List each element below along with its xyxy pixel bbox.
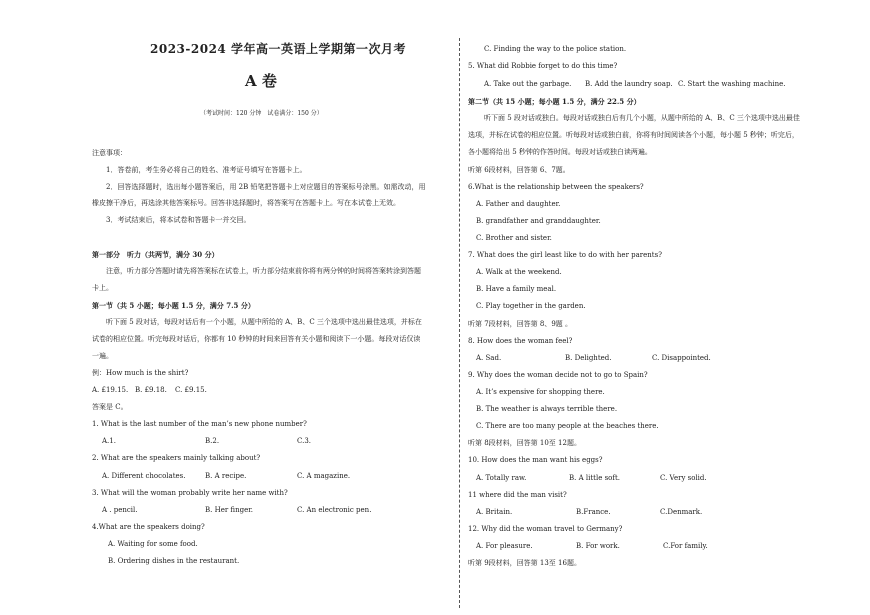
question-12-option-b: B. For work. bbox=[576, 542, 620, 550]
example-question: 例：How much is the shirt? bbox=[92, 369, 189, 377]
question-12-option-c: C.For family. bbox=[663, 542, 708, 550]
question-9-option-c: C. There are too many people at the beaches there. bbox=[476, 422, 659, 430]
question-9-option-b: B. The weather is always terrible there. bbox=[476, 405, 618, 413]
question-12-option-a: A. For pleasure. bbox=[476, 542, 533, 550]
question-7-option-b: B. Have a family meal. bbox=[476, 285, 557, 293]
question-4-stem: 4.What are the speakers doing? bbox=[92, 523, 205, 531]
part1-heading: 第一部分 听力（共两节，满分 30 分） bbox=[92, 250, 219, 259]
question-3-option-a: A . pencil. bbox=[102, 506, 138, 514]
part1-intro-line-2: 卡上。 bbox=[92, 284, 113, 292]
section1-heading: 第一节（共 5 小题；每小题 1.5 分，满分 7.5 分） bbox=[92, 301, 255, 310]
section1-intro-line-3: 一遍。 bbox=[92, 352, 113, 360]
material-9-heading: 听第 9段材料，回答第 13至 16题。 bbox=[468, 559, 581, 567]
question-8-stem: 8. How does the woman feel? bbox=[468, 337, 573, 345]
material-8-heading: 听第 8段材料，回答第 10至 12题。 bbox=[468, 439, 581, 447]
question-8-option-a: A. Sad. bbox=[476, 354, 502, 362]
question-7-stem: 7. What does the girl least like to do with her parents? bbox=[468, 251, 662, 259]
question-7-option-c: C. Play together in the garden. bbox=[476, 302, 586, 310]
question-5-option-c: C. Start the washing machine. bbox=[678, 80, 786, 88]
exam-info: （考试时间：120 分钟 试卷满分：150 分） bbox=[200, 110, 323, 117]
example-option-c: C. £9.15. bbox=[175, 386, 207, 394]
material-6-heading: 听第 6段材料，回答第 6、7题。 bbox=[468, 166, 570, 174]
question-3-option-b: B. Her finger. bbox=[205, 506, 254, 514]
question-5-option-b: B. Add the laundry soap. bbox=[585, 80, 673, 88]
note-2-line-2: 橡皮擦干净后，再选涂其他答案标号。回答非选择题时，将答案写在答题卡上。写在本试卷上无效。 bbox=[92, 199, 400, 207]
question-4-option-b: B. Ordering dishes in the restaurant. bbox=[108, 557, 240, 565]
question-8-option-b: B. Delighted. bbox=[565, 354, 612, 362]
section2-intro-line-1: 听下面 5 段对话或独白。每段对话或独白后有几个小题，从题中所给的 A、B、C 三个选项中选出最佳 bbox=[484, 114, 800, 122]
question-2-stem: 2. What are the speakers mainly talking about? bbox=[92, 454, 261, 462]
section2-intro-line-2: 选项，并标在试卷的相应位置。听每段对话或独白前，你将有时间阅读各个小题，每小题 5 秒钟；听完后， bbox=[468, 131, 799, 139]
column-divider bbox=[459, 38, 460, 608]
question-10-option-b: B. A little soft. bbox=[569, 474, 621, 482]
section1-intro-line-2: 试卷的相应位置。听完每段对话后，你都有 10 秒钟的时间来回答有关小题和阅读下一小题。每段对话仅读 bbox=[92, 335, 421, 343]
question-2-option-c: C. A magazine. bbox=[297, 472, 351, 480]
question-1-option-c: C.3. bbox=[297, 437, 312, 445]
question-9-stem: 9. Why does the woman decide not to go to Spain? bbox=[468, 371, 648, 379]
notes-heading: 注意事项： bbox=[92, 149, 127, 157]
question-11-option-b: B.France. bbox=[576, 508, 611, 516]
question-2-option-b: B. A recipe. bbox=[205, 472, 247, 480]
example-answer: 答案是 C。 bbox=[92, 403, 128, 411]
question-11-option-a: A. Britain. bbox=[476, 508, 513, 516]
example-option-a: A. £19.15. bbox=[92, 386, 129, 394]
question-12-stem: 12. Why did the woman travel to Germany? bbox=[468, 525, 623, 533]
note-1: 1．答卷前，考生务必将自己的姓名、准考证号填写在答题卡上。 bbox=[106, 166, 307, 174]
question-4-option-a: A. Waiting for some food. bbox=[108, 540, 198, 548]
material-7-heading: 听第 7段材料，回答第 8、9题 。 bbox=[468, 320, 573, 328]
question-11-stem: 11 where did the man visit? bbox=[468, 491, 567, 499]
note-3: 3．考试结束后，将本试卷和答题卡一并交回。 bbox=[106, 216, 251, 224]
section2-heading: 第二节（共 15 小题；每小题 1.5 分，满分 22.5 分） bbox=[468, 97, 641, 106]
question-1-stem: 1. What is the last number of the man’s new phone number? bbox=[92, 420, 307, 428]
question-3-option-c: C. An electronic pen. bbox=[297, 506, 372, 514]
question-6-option-b: B. grandfather and granddaughter. bbox=[476, 217, 601, 225]
question-6-option-c: C. Brother and sister. bbox=[476, 234, 552, 242]
question-3-stem: 3. What will the woman probably write her name with? bbox=[92, 489, 288, 497]
note-2-line-1: 2．回答选择题时，选出每小题答案后，用 2B 铅笔把答题卡上对应题目的答案标号涂黑。如需改动，用 bbox=[106, 183, 426, 191]
question-2-option-a: A. Different chocolates. bbox=[102, 472, 186, 480]
question-10-option-a: A. Totally raw. bbox=[476, 474, 527, 482]
part1-intro-line-1: 注意，听力部分答题时请先将答案标在试卷上，听力部分结束前你将有两分钟的时间将答案转涂到答题 bbox=[106, 267, 421, 275]
section2-intro-line-3: 各小题将给出 5 秒钟的作答时间。每段对话或独白读两遍。 bbox=[468, 148, 652, 156]
question-8-option-c: C. Disappointed. bbox=[652, 354, 711, 362]
example-option-b: B. £9.18. bbox=[135, 386, 167, 394]
question-5-stem: 5. What did Robbie forget to do this time? bbox=[468, 62, 618, 70]
question-7-option-a: A. Walk at the weekend. bbox=[476, 268, 562, 276]
question-1-option-b: B.2. bbox=[205, 437, 220, 445]
question-6-option-a: A. Father and daughter. bbox=[476, 200, 561, 208]
question-10-stem: 10. How does the man want his eggs? bbox=[468, 456, 603, 464]
question-9-option-a: A. It’s expensive for shopping there. bbox=[476, 388, 605, 396]
question-6-stem: 6.What is the relationship between the speakers? bbox=[468, 183, 644, 191]
question-5-option-a: A. Take out the garbage. bbox=[484, 80, 572, 88]
volume-label: A 卷 bbox=[245, 72, 277, 90]
question-10-option-c: C. Very solid. bbox=[660, 474, 707, 482]
section1-intro-line-1: 听下面 5 段对话，每段对话后有一个小题，从题中所给的 A、B、C 三个选项中选出最佳选项，并标在 bbox=[106, 318, 422, 326]
question-11-option-c: C.Denmark. bbox=[660, 508, 703, 516]
question-4-option-c: C. Finding the way to the police station. bbox=[484, 45, 627, 53]
question-1-option-a: A.1. bbox=[102, 437, 116, 445]
exam-title: 2023-2024 学年高一英语上学期第一次月考 bbox=[150, 42, 406, 56]
